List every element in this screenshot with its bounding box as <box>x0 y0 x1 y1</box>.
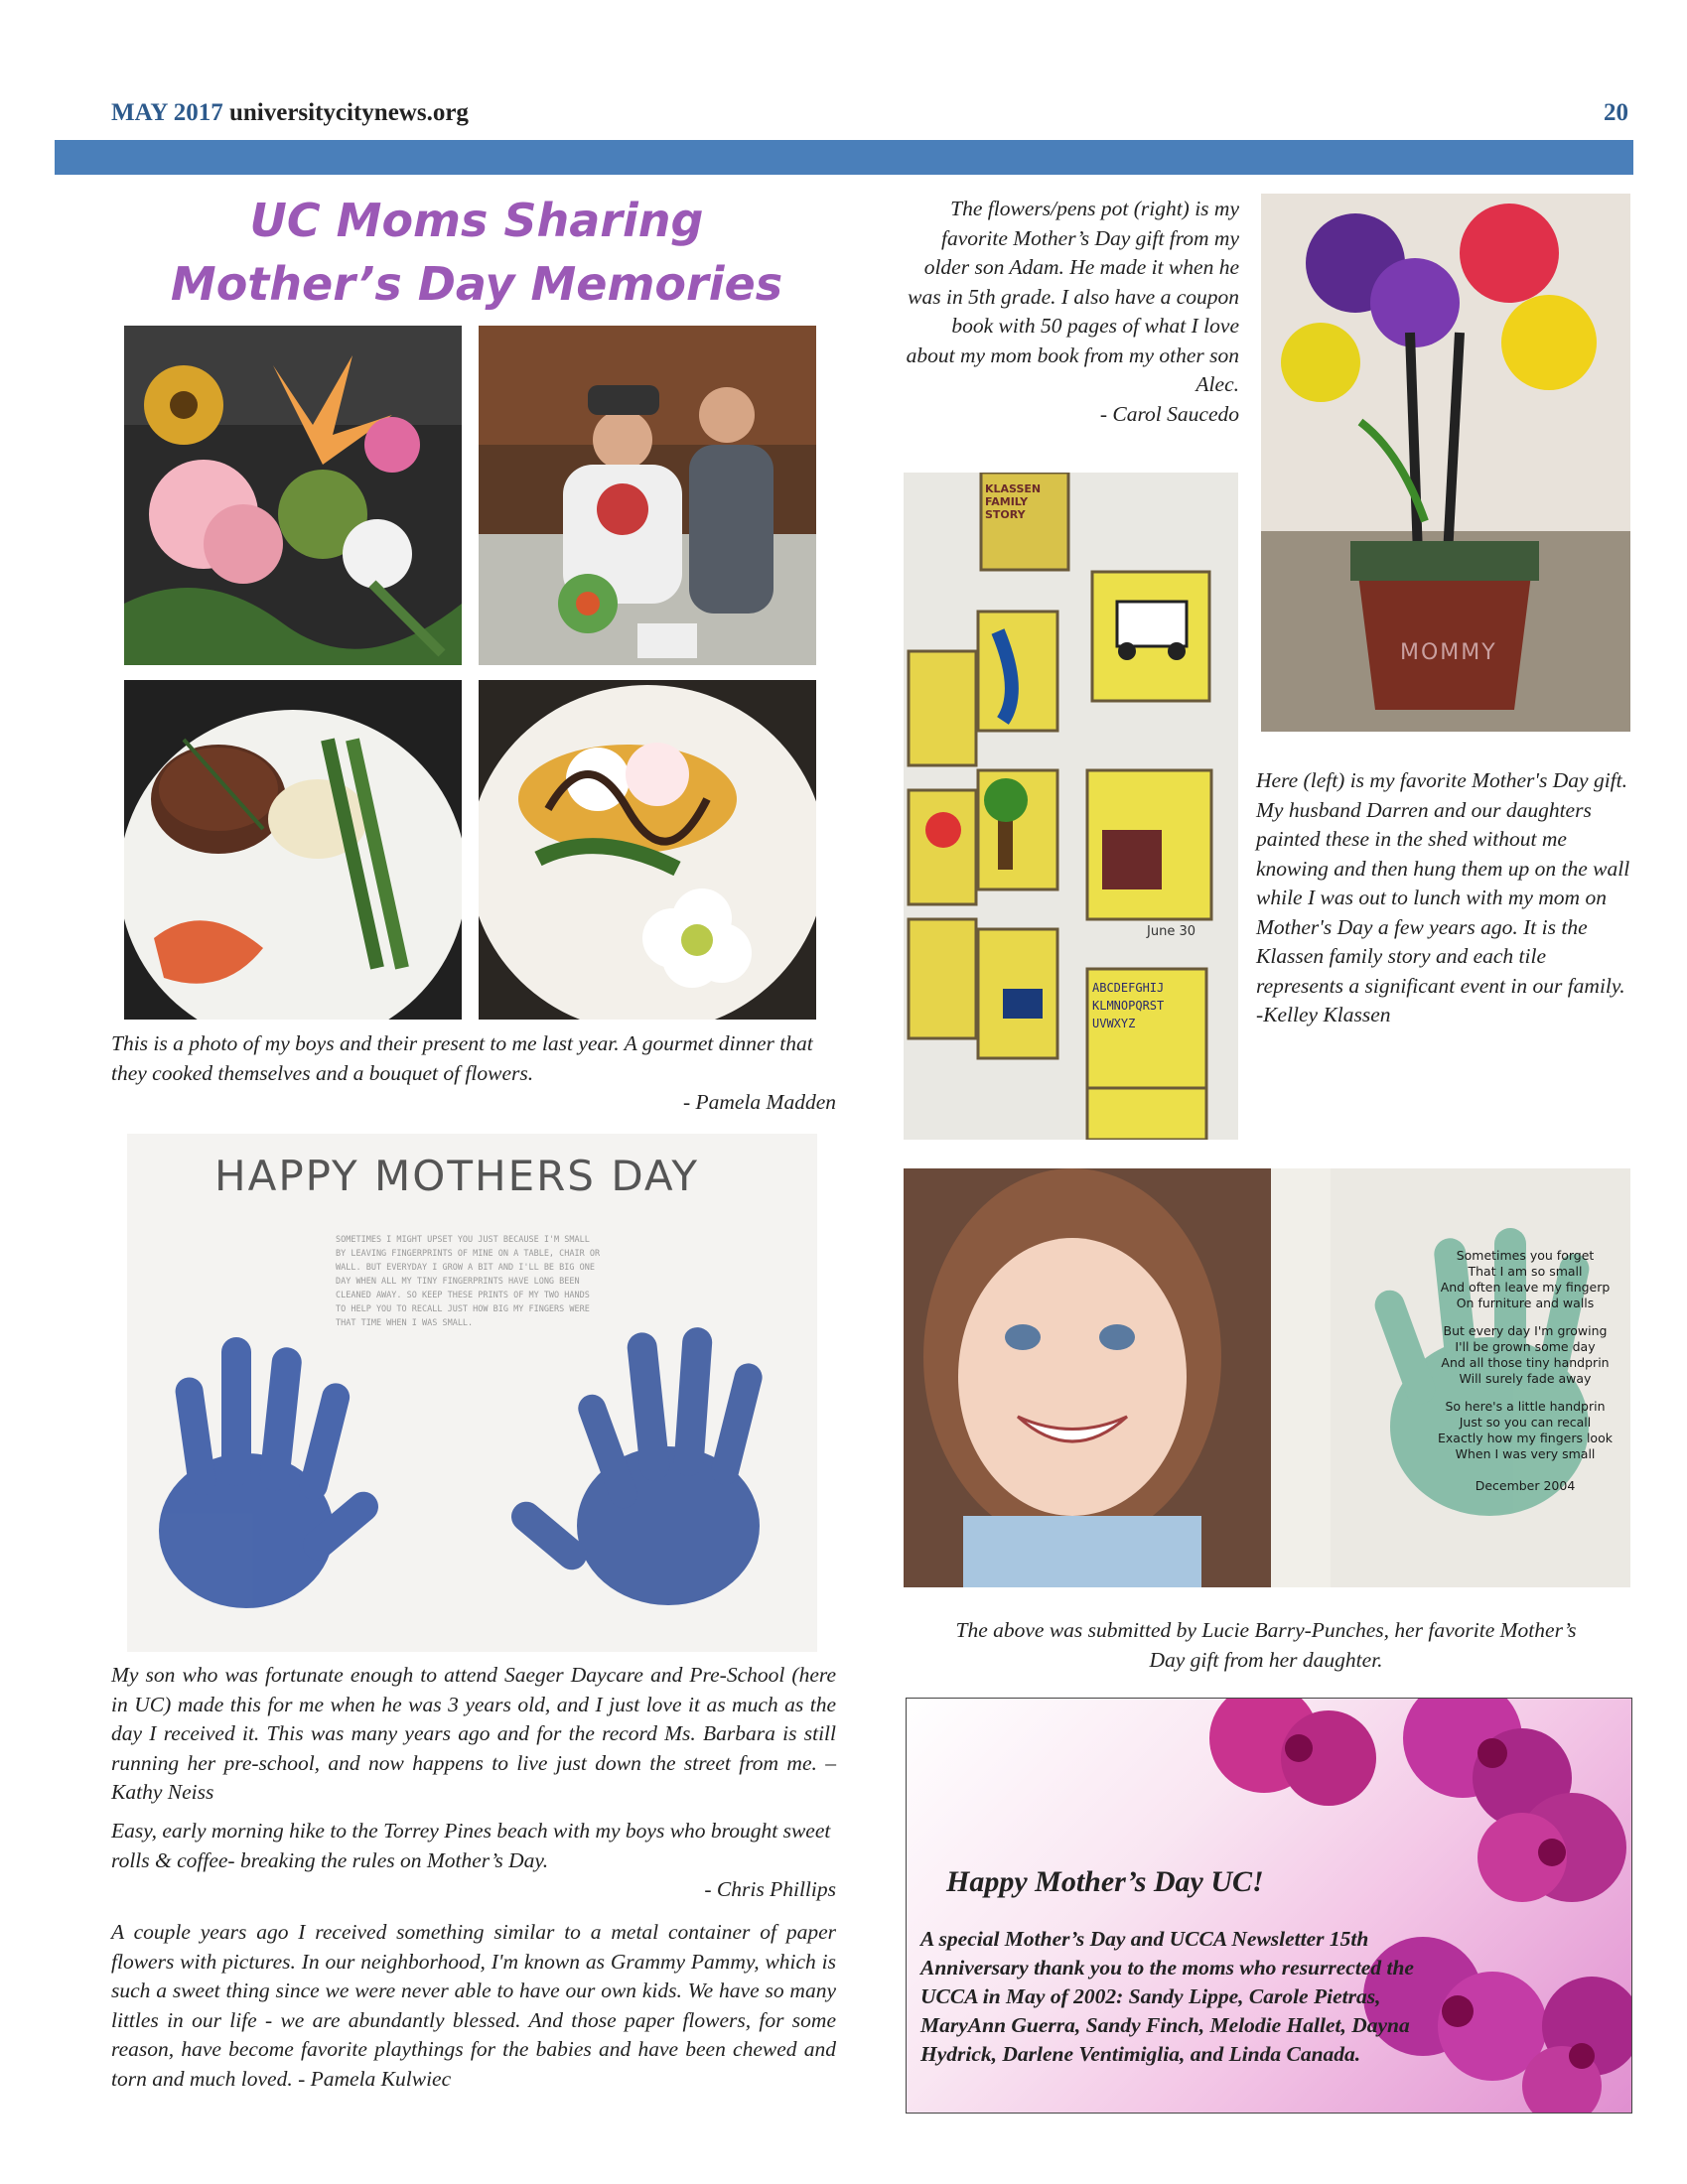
klassen-signature: -Kelley Klassen <box>1256 1003 1391 1026</box>
poem-line: But every day I'm growing <box>1443 1323 1608 1338</box>
poem-line: Will surely fade away <box>1459 1371 1592 1386</box>
phillips-signature: - Chris Phillips <box>704 1877 836 1901</box>
bouquet-image <box>124 326 462 665</box>
tiles-image <box>904 473 1238 1140</box>
issue-month: MAY 2017 <box>111 99 223 126</box>
mothers-day-ad <box>906 1698 1632 2114</box>
barry-caption <box>938 1616 1594 1675</box>
left-handprint <box>159 1337 384 1608</box>
boys-image <box>479 326 816 665</box>
poem-line: Exactly how my fingers look <box>1438 1431 1613 1445</box>
kulwiec-text: A couple years ago I received something similar to a metal container of paper flowers with pictures. In our neighborhood, I'm known as Grammy Pammy, which is such a sweet thing since we were never able to have our own kids. We have so many littles in our life - we are abundantly blessed. And those paper flowers, for some reason, have become favorite playthings for the babies and have been chewed and torn and much loved. - Pamela Kulwiec <box>111 1920 836 2091</box>
site-name[interactable]: universitycitynews.org <box>228 99 469 126</box>
dessert-image <box>479 680 816 1020</box>
steak-dinner-photo <box>124 680 462 1020</box>
pot-label: MOMMY <box>1400 640 1497 665</box>
page-header <box>111 99 1628 139</box>
ad-text: A special Mother’s Day and UCCA Newsletter 15th Anniversary thank you to the moms who resurrected the UCCA in May of 2002: Sandy Lippe, Carole Pietras, MaryAnn Guerra, Sandy Finch, Melodie Hallet, Dayna Hydrick, Darlene Ventimiglia, and Linda Canada. <box>920 1927 1414 2066</box>
flower-pot-photo <box>1261 194 1630 732</box>
poem-line: On furniture and walls <box>1456 1296 1595 1310</box>
bouquet-photo <box>124 326 462 665</box>
right-handprint <box>505 1326 766 1605</box>
barry-text: The above was submitted by Lucie Barry-Punches, her favorite Mother’s Day gift from her daughter. <box>955 1618 1577 1672</box>
poem-line: When I was very small <box>1455 1446 1596 1461</box>
neiss-caption <box>111 1661 836 1808</box>
madden-caption <box>111 1029 836 1118</box>
poem-line: Sometimes you forget <box>1456 1248 1595 1263</box>
kulwiec-caption <box>111 1918 836 2094</box>
girl-handprint-poem-photo <box>904 1168 1630 1587</box>
title-line-1: UC Moms Sharing <box>249 194 704 247</box>
saucedo-caption <box>899 195 1239 429</box>
poem-line: Just so you can recall <box>1459 1415 1592 1430</box>
poem-line: And often leave my fingerp <box>1440 1280 1611 1295</box>
poem-date: December 2004 <box>1475 1478 1576 1493</box>
handprint-poem: SOMETIMES I MIGHT UPSET YOU JUST BECAUSE I'M SMALL BY LEAVING FINGERPRINTS OF MINE ON A TABLE, CHAIR OR WALL. BUT EVERYDAY I GROW A BIT AND I'LL BE BIG ONE DAY WHEN ALL MY TINY FINGERPRINTS HAVE LONG BEEN CLEANED AWAY. SO KEEP THESE PRINTS OF MY TWO HANDS TO HELP YOU TO RECALL JUST HOW BIG MY FINGERS WERE THAT TIME WHEN I WAS SMALL. <box>336 1235 601 1328</box>
tile-date-text: June 30 <box>1147 924 1195 939</box>
klassen-caption <box>1256 766 1633 1030</box>
poem-line: I'll be grown some day <box>1455 1339 1596 1354</box>
poem-line: That I am so small <box>1468 1264 1583 1279</box>
poem-line: And all those tiny handprin <box>1441 1355 1610 1370</box>
page-number: 20 <box>1604 99 1628 126</box>
poem-line: So here's a little handprin <box>1445 1399 1606 1414</box>
madden-signature: - Pamela Madden <box>682 1090 836 1114</box>
handprints-image <box>127 1134 817 1652</box>
family-tiles-photo <box>904 473 1238 1140</box>
ad-title: Happy Mother’s Day UC! <box>946 1865 1264 1898</box>
phillips-text: Easy, early morning hike to the Torrey Pines beach with my boys who brought sweet rolls & coffee- breaking the rules on Mother’s Day. <box>111 1819 831 1872</box>
saucedo-signature: - Carol Saucedo <box>1099 401 1239 426</box>
page-title <box>119 189 834 316</box>
poem-card-text <box>1420 1248 1630 1494</box>
madden-text: This is a photo of my boys and their present to me last year. A gourmet dinner that they cooked themselves and a bouquet of flowers. <box>111 1031 813 1085</box>
title-line-2: Mother’s Day Memories <box>170 257 783 311</box>
handprint-card-title: HAPPY MOTHERS DAY <box>214 1152 700 1200</box>
phillips-caption <box>111 1817 836 1905</box>
header-bar <box>55 140 1633 175</box>
boys-kitchen-photo <box>479 326 816 665</box>
klassen-text: Here (left) is my favorite Mother's Day gift. My husband Darren and our daughters painted these in the shed without me knowing and then hung them up on the wall while I was out to lunch with my mom on Mother's Day a few years ago. It is the Klassen family story and each tile represents a significant event in our family. <box>1256 768 1630 998</box>
dessert-photo <box>479 680 816 1020</box>
tile-alphabet-text: ABCDEFGHIJ KLMNOPQRST UVWXYZ <box>1092 981 1165 1030</box>
steak-image <box>124 680 462 1020</box>
tile-story-text: KLASSEN FAMILY STORY <box>985 482 1042 521</box>
orchid-flower <box>1209 1699 1376 1806</box>
neiss-text: My son who was fortunate enough to attend Saeger Daycare and Pre-School (here in UC) made this for me when he was 3 years old, and I just love it as much as the day I received it. This was many years ago and for the record Ms. Barbara is still running her pre-school, and now happens to live just down the street from me. – Kathy Neiss <box>111 1663 836 1804</box>
saucedo-text: The flowers/pens pot (right) is my favorite Mother’s Day gift from my older son Adam. He made it when he was in 5th grade. I also have a coupon book with 50 pages of what I love about my mom book from my other son Alec. <box>906 197 1239 396</box>
handprint-card-photo <box>127 1134 817 1652</box>
